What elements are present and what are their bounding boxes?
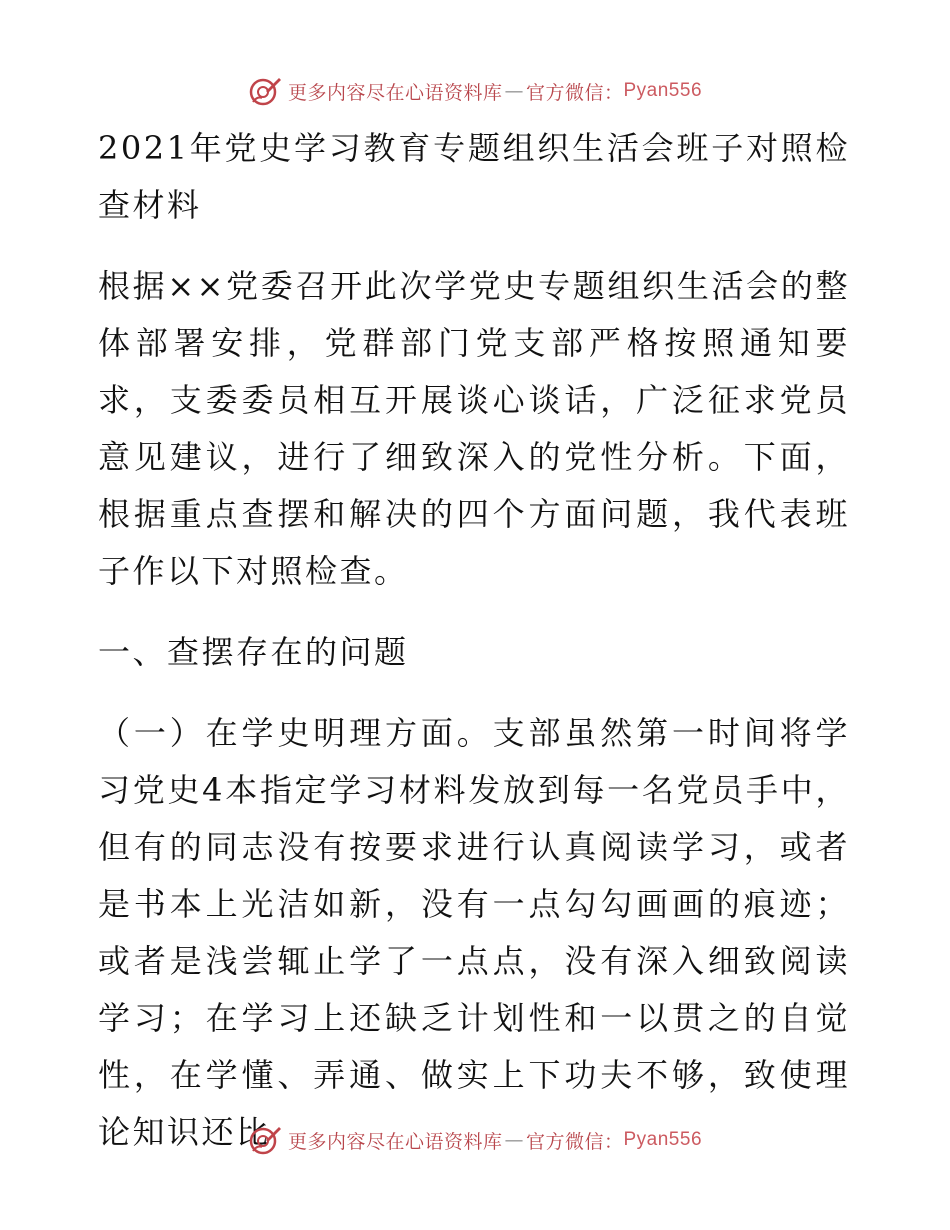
watermark-dash: — — [504, 1129, 524, 1151]
watermark-text: 更多内容尽在心语资料库 — [287, 81, 503, 104]
watermark-wechat-id: Pyan556 — [623, 1129, 703, 1150]
intro-paragraph: 根据××党委召开此次学党史专题组织生活会的整体部署安排，党群部门党支部严格按照通知要求，支委委员相互开展谈心谈话，广泛征求党员意见建议，进行了细致深入的党性分析。下面，根据重点查摆和解决的四个方面问题，我代表班子作以下对照检查。 — [98, 267, 850, 590]
spacer — [98, 681, 850, 705]
spacer — [98, 600, 850, 624]
document-body — [98, 120, 850, 1161]
spacer — [98, 234, 850, 258]
watermark-wechat-id: Pyan556 — [623, 80, 703, 101]
watermark-dash: — — [504, 80, 524, 102]
section-heading: 一、查摆存在的问题 — [98, 633, 409, 671]
brush-logo-icon — [248, 1123, 282, 1157]
watermark-header — [0, 74, 950, 108]
watermark-wechat-label: 官方微信： — [525, 81, 624, 104]
brush-logo-icon — [248, 74, 282, 108]
section-paragraph: （一）在学史明理方面。支部虽然第一时间将学习党史4本指定学习材料发放到每一名党员手中，但有的同志没有按要求进行认真阅读学习，或者是书本上光洁如新，没有一点勾勾画画的痕迹；或者是浅尝辄止学了一点点，没有深入细致阅读学习；在学习上还缺乏计划性和一以贯之的自觉性，在学懂、弄通、做实上下功夫不够，致使理论知识还比 — [98, 714, 850, 1151]
watermark-wechat-label: 官方微信： — [525, 1130, 624, 1153]
watermark-text: 更多内容尽在心语资料库 — [287, 1130, 503, 1153]
watermark-footer — [0, 1123, 950, 1157]
document-title: 2021年党史学习教育专题组织生活会班子对照检查材料 — [98, 129, 850, 224]
